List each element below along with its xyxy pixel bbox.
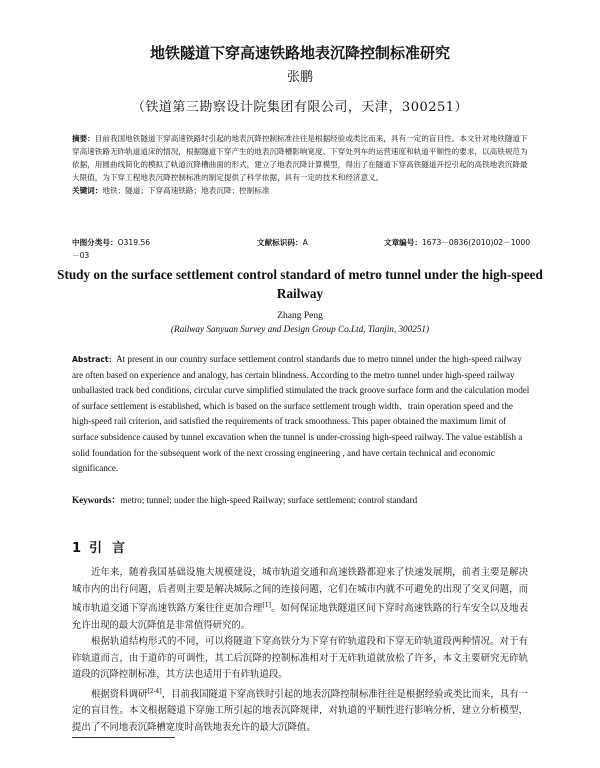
- english-abstract: [72, 352, 530, 477]
- english-keywords: [72, 494, 530, 507]
- english-author: Zhang Peng: [277, 311, 323, 321]
- footnote-divider: [72, 737, 175, 738]
- section-title: 引言: [89, 541, 136, 556]
- chinese-abstract-text: 目前我国地铁隧道下穿高速铁路时引起的地表沉降控制标准往往是根据经验或类比而来，具有一定的盲目性。本文针对地铁隧道下穿高速铁路无砟轨道道床的情况，根据隧道下穿产生的地表沉降槽影响宽度、下穿处列车的运营速度和轨道平顺性的要求，以高铁规范为依据，用圆曲线简化的模拟了轨道沉降槽曲面的形式，建立了地表沉降计算模型，得出了在隧道下穿高铁隧道开挖引起的高铁地表沉降最大限值，为下穿工程地表沉降控制标准的制定提供了科学依据，具有一定的技术和经济意义。: [72, 134, 528, 182]
- english-keywords-text: metro; tunnel; under the high-speed Railway; surface settlement; control standard: [120, 495, 418, 505]
- english-abstract-label: Abstract：: [72, 355, 117, 364]
- english-keywords-label: Keywords：: [72, 495, 121, 505]
- section-heading: [72, 537, 135, 556]
- chinese-abstract: [72, 132, 528, 184]
- document-code: 文献标识码：A: [257, 238, 308, 247]
- citation-ref: [2-4]: [147, 687, 162, 695]
- english-affiliation: (Railway Sanyuan Survey and Design Group Co.Ltd, Tianjin, 300251): [170, 324, 430, 334]
- english-title: Study on the surface settlement control standard of metro tunnel under the high-speed Railway: [57, 267, 543, 301]
- citation-ref: [1]: [262, 602, 271, 609]
- chinese-author: 张鹏: [286, 70, 313, 85]
- chinese-abstract-label: 摘要：: [72, 134, 95, 143]
- chinese-affiliation: （铁道第三勘察设计院集团有限公司，天津，300251）: [131, 100, 469, 115]
- article-number-continued: －03: [72, 251, 90, 260]
- chinese-keywords: [72, 184, 528, 197]
- chinese-abstract-block: [72, 132, 528, 197]
- article-number: 文章编号：1673－0836(2010)02－1000: [384, 238, 531, 247]
- section-body: [72, 565, 528, 736]
- chinese-keywords-label: 关键词：: [72, 186, 103, 195]
- chinese-keywords-text: 地铁；隧道；下穿高速铁路；地表沉降；控制标准: [102, 186, 270, 195]
- english-abstract-text: At present in our country surface settlement control standards due to metro tunnel under the high-speed railway are often based on experience and analogy, has certain blindness. According to the metro tunnel under high-speed railway unballasted track bed conditions, circular curve simplified stimulated the track groove surface form and the calculation model of surface settlement is established, which is based on the surface settlement trough width、train operation speed and the high-speed rail criterion, and satisfied the requirements of track smoothness. This paper obtained the maximum limit of surface subsidence caused by tunnel excavation when the tunnel is under-crossing high-speed railway. The value establish a solid foundation for the subsequent work of the next crossing engineering , and have certain technical and economic significance.: [72, 354, 530, 474]
- class-number: 中图分类号：O319.56: [72, 238, 151, 247]
- body-paragraph: 根据轨道结构形式的不同，可以将隧道下穿高铁分为下穿有砟轨道段和下穿无砟轨道段两种情况。对于有砟轨道而言，由于道砟的可调性，其工后沉降的控制标准相对于无砟轨道就放松了许多，本文主要研究无砟轨道段的沉降控制标准，其方法也适用于有砟轨道段。: [72, 636, 528, 681]
- body-paragraph: 近年来，随着我国基础设施大规模建设，城市轨道交通和高速铁路都迎来了快速发展期，前者主要是解决城市内的出行问题，后者则主要是解决城际之间的连接问题，它们在城市内就不可避免的出现了交叉问题，而城市轨道交通下穿高速铁路方案往往更加合理[1]。如何保证地铁隧道区间下穿时高速铁路的行车安全以及地表允许出现的最大沉降值是非常值得研究的。: [72, 567, 528, 631]
- body-paragraph: 根据资料调研[2-4]，目前我国隧道下穿高铁时引起的地表沉降控制标准往往是根据经验或类比而来，具有一定的盲目性。本文根据隧道下穿施工所引起的地表沉降规律，对轨道的平顺性进行影响分析，建立分析模型，提出了不同地表沉降槽宽度时高铁地表允许的最大沉降值。: [72, 687, 528, 733]
- section-number: 1: [72, 541, 82, 556]
- chinese-title: 地铁隧道下穿高速铁路地表沉降控制标准研究: [149, 44, 450, 62]
